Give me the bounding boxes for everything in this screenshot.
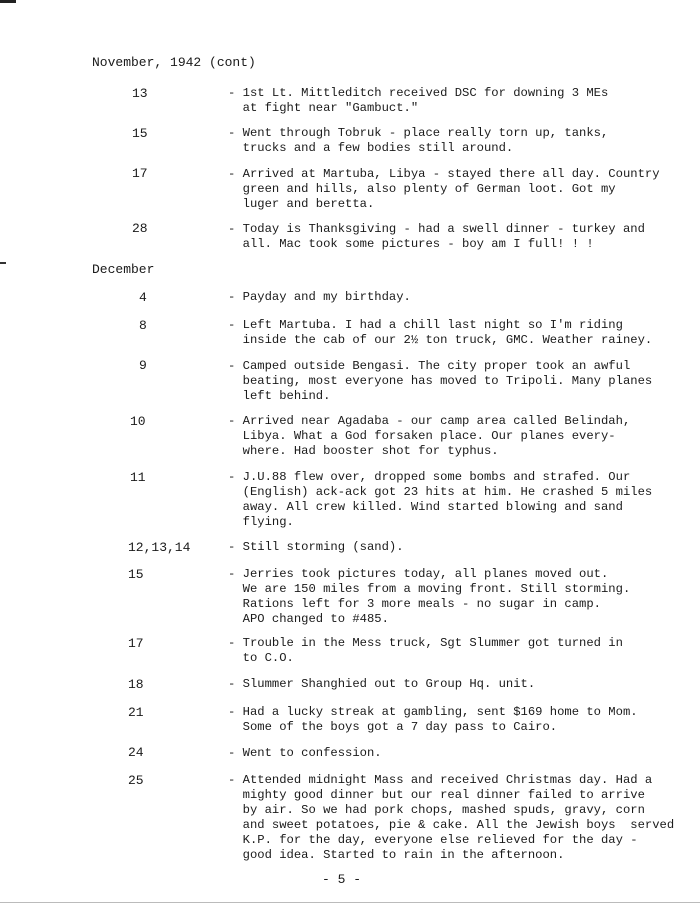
entry-line: - J.U.88 flew over, dropped some bombs and strafed. Our (228, 470, 631, 484)
entry-date: 12,13,14 (128, 540, 191, 555)
entry-line: mighty good dinner but our real dinner failed to arrive (228, 788, 645, 802)
entry-line: all. Mac took some pictures - boy am I full! ! ! (228, 237, 594, 251)
entry-line: - Trouble in the Mess truck, Sgt Slummer got turned in (228, 636, 623, 650)
entry-line: K.P. for the day, everyone else relieved for the day - (228, 833, 638, 847)
entry-text (228, 636, 623, 666)
entry-line: at fight near "Gambuct." (228, 101, 419, 115)
entry-line: - Today is Thanksgiving - had a swell dinner - turkey and (228, 222, 645, 236)
entry-line: and sweet potatoes, pie & cake. All the Jewish boys served (228, 818, 675, 832)
entry-date: 25 (128, 773, 144, 788)
entry-line: (English) ack-ack got 23 hits at him. He crashed 5 miles (228, 485, 653, 499)
entry-line: We are 150 miles from a moving front. Still storming. (228, 582, 631, 596)
entry-date: 21 (128, 705, 144, 720)
entry-line: where. Had booster shot for typhus. (228, 444, 499, 458)
entry-text (228, 746, 382, 761)
entry-text (228, 359, 652, 404)
entry-text (228, 222, 645, 252)
entry-date: 17 (128, 636, 144, 651)
entry-date: 8 (139, 318, 147, 333)
entry-line: - Left Martuba. I had a chill last night so I'm riding (228, 318, 623, 332)
entry-line: APO changed to #485. (228, 612, 389, 626)
entry-date: 28 (132, 221, 148, 236)
heading-november: November, 1942 (cont) (92, 55, 256, 70)
entry-date: 15 (132, 126, 148, 141)
heading-december: December (92, 262, 155, 277)
entry-line: - Camped outside Bengasi. The city proper took an awful (228, 359, 631, 373)
entry-date: 13 (132, 86, 148, 101)
entry-line: trucks and a few bodies still around. (228, 141, 514, 155)
entry-date: 24 (128, 745, 144, 760)
entry-date: 10 (130, 414, 146, 429)
entry-date: 9 (139, 358, 147, 373)
entry-line: - Attended midnight Mass and received Christmas day. Had a (228, 773, 653, 787)
entry-text (228, 126, 608, 156)
entry-text (228, 167, 660, 212)
entry-line: inside the cab of our 2½ ton truck, GMC. Weather rainey. (228, 333, 653, 347)
entry-line: left behind. (228, 389, 331, 403)
entry-line: - Jerries took pictures today, all planes moved out. (228, 567, 609, 581)
entry-line: luger and beretta. (228, 197, 375, 211)
entry-text (228, 290, 411, 305)
entry-text (228, 705, 638, 735)
entry-line: by air. So we had pork chops, mashed spuds, gravy, corn (228, 803, 645, 817)
entry-line: - Payday and my birthday. (228, 290, 411, 304)
entry-text (228, 677, 535, 692)
entry-line: Some of the boys got a 7 day pass to Cairo. (228, 720, 558, 734)
entry-date: 15 (128, 567, 144, 582)
entry-line: to C.O. (228, 651, 294, 665)
entry-text (228, 318, 652, 348)
entry-date: 18 (128, 677, 144, 692)
entry-date: 4 (139, 290, 147, 305)
entry-line: flying. (228, 515, 294, 529)
entry-line: - Arrived near Agadaba - our camp area called Belindah, (228, 414, 631, 428)
entry-text (228, 567, 630, 627)
entry-line: beating, most everyone has moved to Tripoli. Many planes (228, 374, 653, 388)
bottom-edge-line (0, 902, 700, 903)
entry-date: 17 (132, 166, 148, 181)
entry-line: - 1st Lt. Mittleditch received DSC for downing 3 MEs (228, 86, 609, 100)
entry-line: - Arrived at Martuba, Libya - stayed there all day. Country (228, 167, 660, 181)
entry-text (228, 470, 652, 530)
entry-text (228, 414, 630, 459)
entry-line: away. All crew killed. Wind started blowing and sand (228, 500, 623, 514)
entry-text (228, 773, 674, 863)
scan-mark-left (0, 262, 6, 264)
entry-text (228, 86, 608, 116)
entry-line: - Slummer Shanghied out to Group Hq. unit. (228, 677, 536, 691)
entry-line: Rations left for 3 more meals - no sugar in camp. (228, 597, 601, 611)
entry-line: Libya. What a God forsaken place. Our planes every- (228, 429, 616, 443)
entry-line: good idea. Started to rain in the afternoon. (228, 848, 565, 862)
scan-mark-top (0, 0, 16, 3)
entry-text (228, 540, 404, 555)
entry-line: - Had a lucky streak at gambling, sent $169 home to Mom. (228, 705, 638, 719)
entry-line: green and hills, also plenty of German loot. Got my (228, 182, 616, 196)
entry-line: - Went through Tobruk - place really torn up, tanks, (228, 126, 609, 140)
entry-line: - Still storming (sand). (228, 540, 404, 554)
entry-date: 11 (130, 470, 146, 485)
entry-line: - Went to confession. (228, 746, 382, 760)
page-number: - 5 - (322, 872, 362, 887)
